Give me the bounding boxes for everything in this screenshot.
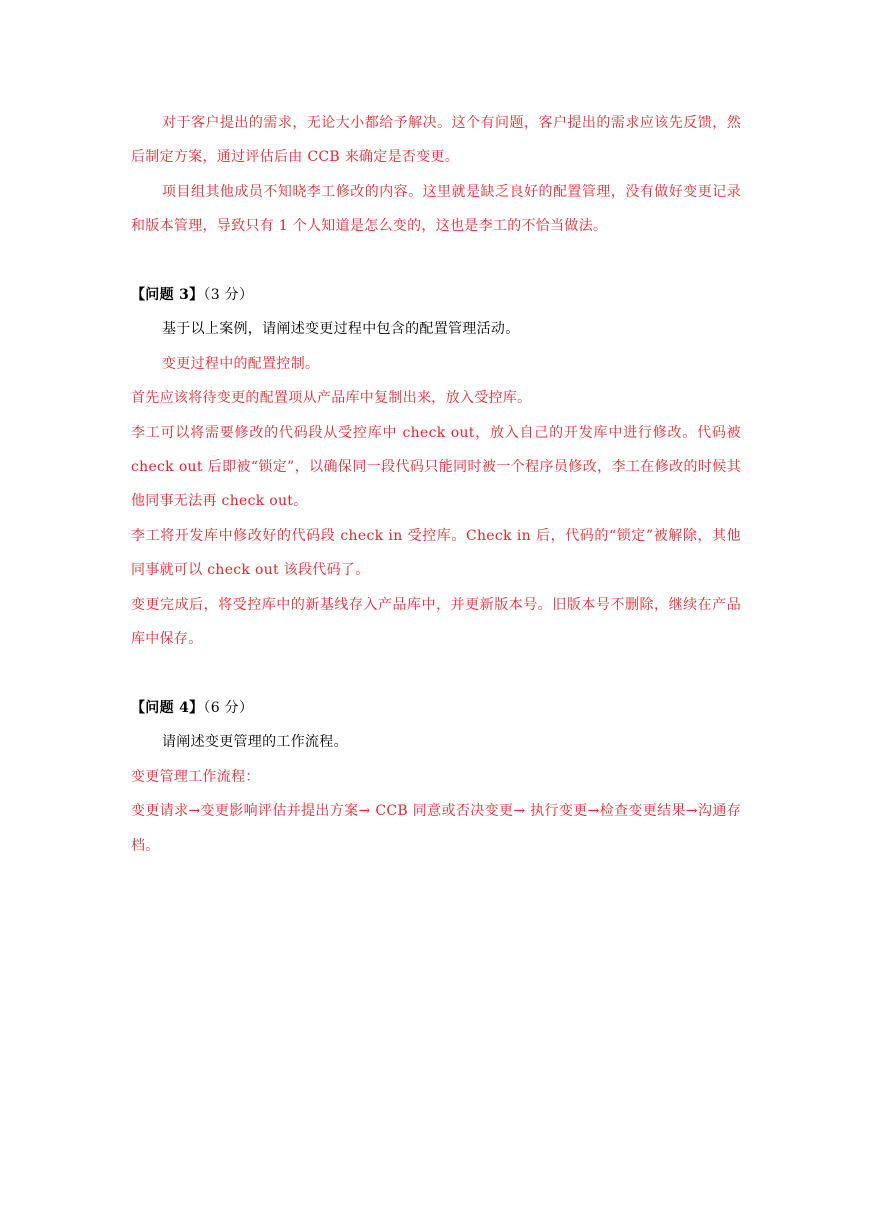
spacer	[131, 656, 741, 690]
answer-paragraph: 变更过程中的配置控制。	[162, 355, 320, 372]
question-3-heading	[131, 278, 741, 312]
answer-paragraph: 李工将开发库中修改好的代码段 check in 受控库。Check in 后，代码的“锁定”被解除，其他同事就可以 check out 该段代码了。	[131, 527, 741, 579]
answer-paragraph: 李工可以将需要修改的代码段从受控库中 check out，放入自己的开发库中进行修改。代码被 check out 后即被“锁定”，以确保同一段代码只能同时被一个程序员修改，李工在修改的时候其他同事无法再 check out。	[131, 424, 741, 510]
answer-paragraph: 变更完成后，将受控库中的新基线存入产品库中，并更新版本号。旧版本号不删除，继续在产品库中保存。	[131, 596, 741, 648]
question-3-title: 【问题 3】	[131, 287, 204, 304]
question-4-points: （6 分）	[203, 699, 254, 716]
question-3-prompt: 基于以上案例，请阐述变更过程中包含的配置管理活动。	[162, 321, 520, 338]
question-3-points: （3 分）	[203, 287, 254, 304]
question-4-prompt: 请阐述变更管理的工作流程。	[162, 734, 348, 751]
answer-paragraph: 变更管理工作流程：	[131, 768, 260, 785]
document-body	[131, 106, 741, 863]
answer-paragraph: 对于客户提出的需求，无论大小都给予解决。这个有问题，客户提出的需求应该先反馈，然后制定方案，通过评估后由 CCB 来确定是否变更。	[131, 115, 741, 166]
answer-paragraph: 项目组其他成员不知晓李工修改的内容。这里就是缺乏良好的配置管理，没有做好变更记录和版本管理，导致只有 1 个人知道是怎么变的，这也是李工的不恰当做法。	[131, 183, 741, 235]
answer-paragraph: 变更请求→变更影响评估并提出方案→ CCB 同意或否决变更→ 执行变更→检查变更结果→沟通存档。	[131, 803, 741, 854]
answer-paragraph: 首先应该将待变更的配置项从产品库中复制出来，放入受控库。	[131, 390, 532, 407]
spacer	[131, 244, 741, 278]
question-4-title: 【问题 4】	[131, 699, 204, 716]
question-4-heading	[131, 691, 741, 725]
